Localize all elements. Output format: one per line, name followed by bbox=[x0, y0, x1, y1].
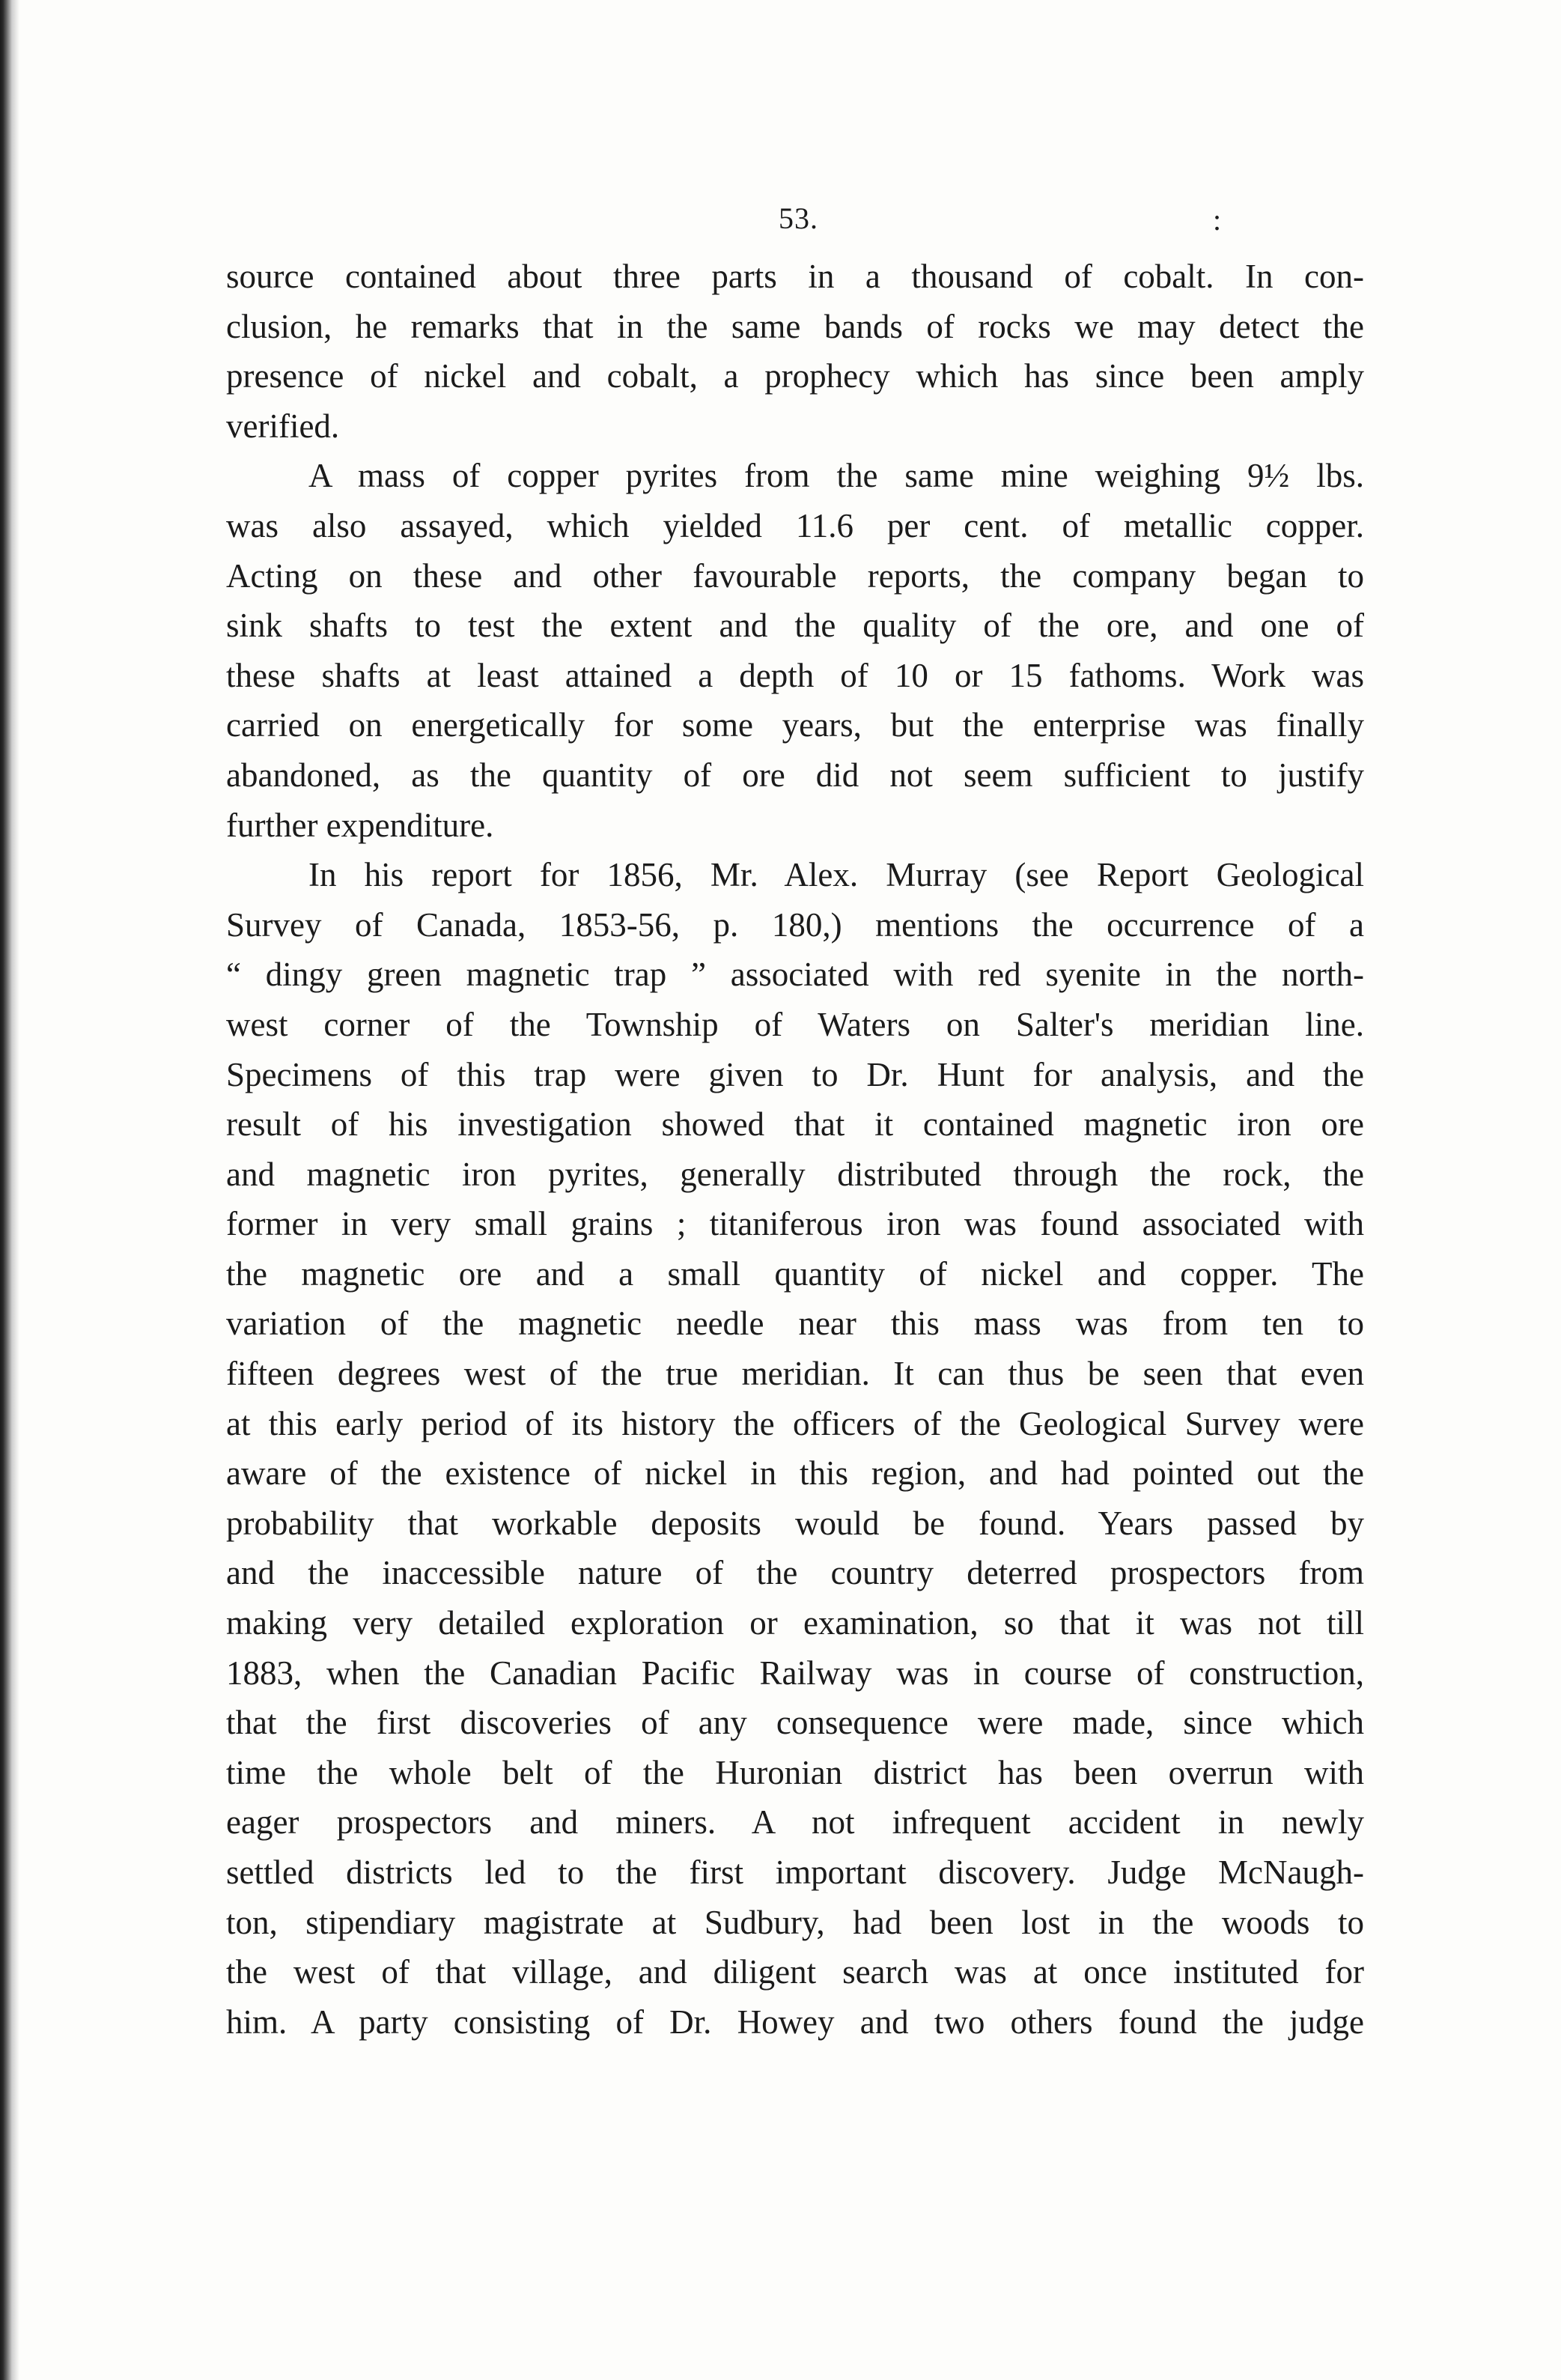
text-line: Survey of Canada, 1853-56, p. 180,) mentions the occurrence of a bbox=[226, 905, 1364, 944]
text-line: fifteen degrees west of the true meridian. It can thus be seen that even bbox=[226, 1355, 1364, 1393]
text-line: Specimens of this trap were given to Dr. Hunt for analysis, and the bbox=[226, 1055, 1364, 1093]
text-line: settled districts led to the first important discovery. Judge McNaugh- bbox=[226, 1854, 1364, 1891]
binding-edge bbox=[0, 0, 19, 2380]
text-line: further expenditure. bbox=[226, 806, 494, 844]
body-text bbox=[226, 252, 1364, 2047]
page-corner-mark: : bbox=[1213, 203, 1222, 237]
text-line: probability that workable deposits would be found. Years passed by bbox=[226, 1504, 1364, 1542]
text-line: that the first discoveries of any consequence were made, since which bbox=[226, 1704, 1364, 1742]
text-line: abandoned, as the quantity of ore did not seem sufficient to justify bbox=[226, 756, 1364, 794]
text-line: source contained about three parts in a thousand of cobalt. In con- bbox=[226, 258, 1364, 295]
text-line: these shafts at least attained a depth of 10 or 15 fathoms. Work was bbox=[226, 656, 1364, 694]
text-line: ton, stipendiary magistrate at Sudbury, had been lost in the woods to bbox=[226, 1903, 1364, 1941]
text-line: verified. bbox=[226, 407, 340, 445]
text-line: 1883, when the Canadian Pacific Railway was in course of construction, bbox=[226, 1654, 1364, 1692]
text-line: carried on energetically for some years, but the enterprise was finally bbox=[226, 706, 1364, 744]
text-line: time the whole belt of the Huronian district has been overrun with bbox=[226, 1753, 1364, 1791]
text-line: result of his investigation showed that it contained magnetic iron ore bbox=[226, 1105, 1364, 1144]
text-line: and magnetic iron pyrites, generally distributed through the rock, the bbox=[226, 1155, 1364, 1193]
text-line: Acting on these and other favourable reports, the company began to bbox=[226, 556, 1364, 595]
text-line: former in very small grains ; titaniferous iron was found associated with bbox=[226, 1205, 1364, 1243]
text-line: the magnetic ore and a small quantity of nickel and copper. The bbox=[226, 1254, 1364, 1293]
text-line: clusion, he remarks that in the same bands of rocks we may detect the bbox=[226, 307, 1364, 345]
text-line: aware of the existence of nickel in this region, and had pointed out the bbox=[226, 1454, 1364, 1493]
text-line: him. A party consisting of Dr. Howey and two others found the judge bbox=[226, 2003, 1364, 2041]
text-line: In his report for 1856, Mr. Alex. Murray (see Report Geological bbox=[308, 856, 1364, 894]
text-line: A mass of copper pyrites from the same mine weighing 9½ lbs. bbox=[308, 457, 1364, 495]
page-number: 53. bbox=[779, 201, 818, 235]
text-line: eager prospectors and miners. A not infrequent accident in newly bbox=[226, 1803, 1364, 1842]
text-line: variation of the magnetic needle near this mass was from ten to bbox=[226, 1305, 1364, 1343]
text-line: the west of that village, and diligent search was at once instituted for bbox=[226, 1953, 1364, 1991]
text-line: was also assayed, which yielded 11.6 per cent. of metallic copper. bbox=[226, 506, 1364, 544]
text-line: sink shafts to test the extent and the quality of the ore, and one of bbox=[226, 607, 1364, 645]
text-line: and the inaccessible nature of the country deterred prospectors from bbox=[226, 1554, 1364, 1592]
text-line: at this early period of its history the officers of the Geological Survey were bbox=[226, 1404, 1364, 1442]
text-line: west corner of the Township of Waters on Salter's meridian line. bbox=[226, 1005, 1364, 1043]
text-line: making very detailed exploration or examination, so that it was not till bbox=[226, 1604, 1364, 1642]
text-line: presence of nickel and cobalt, a prophecy which has since been amply bbox=[226, 357, 1364, 395]
text-line: “ dingy green magnetic trap ” associated with red syenite in the north- bbox=[226, 956, 1364, 994]
